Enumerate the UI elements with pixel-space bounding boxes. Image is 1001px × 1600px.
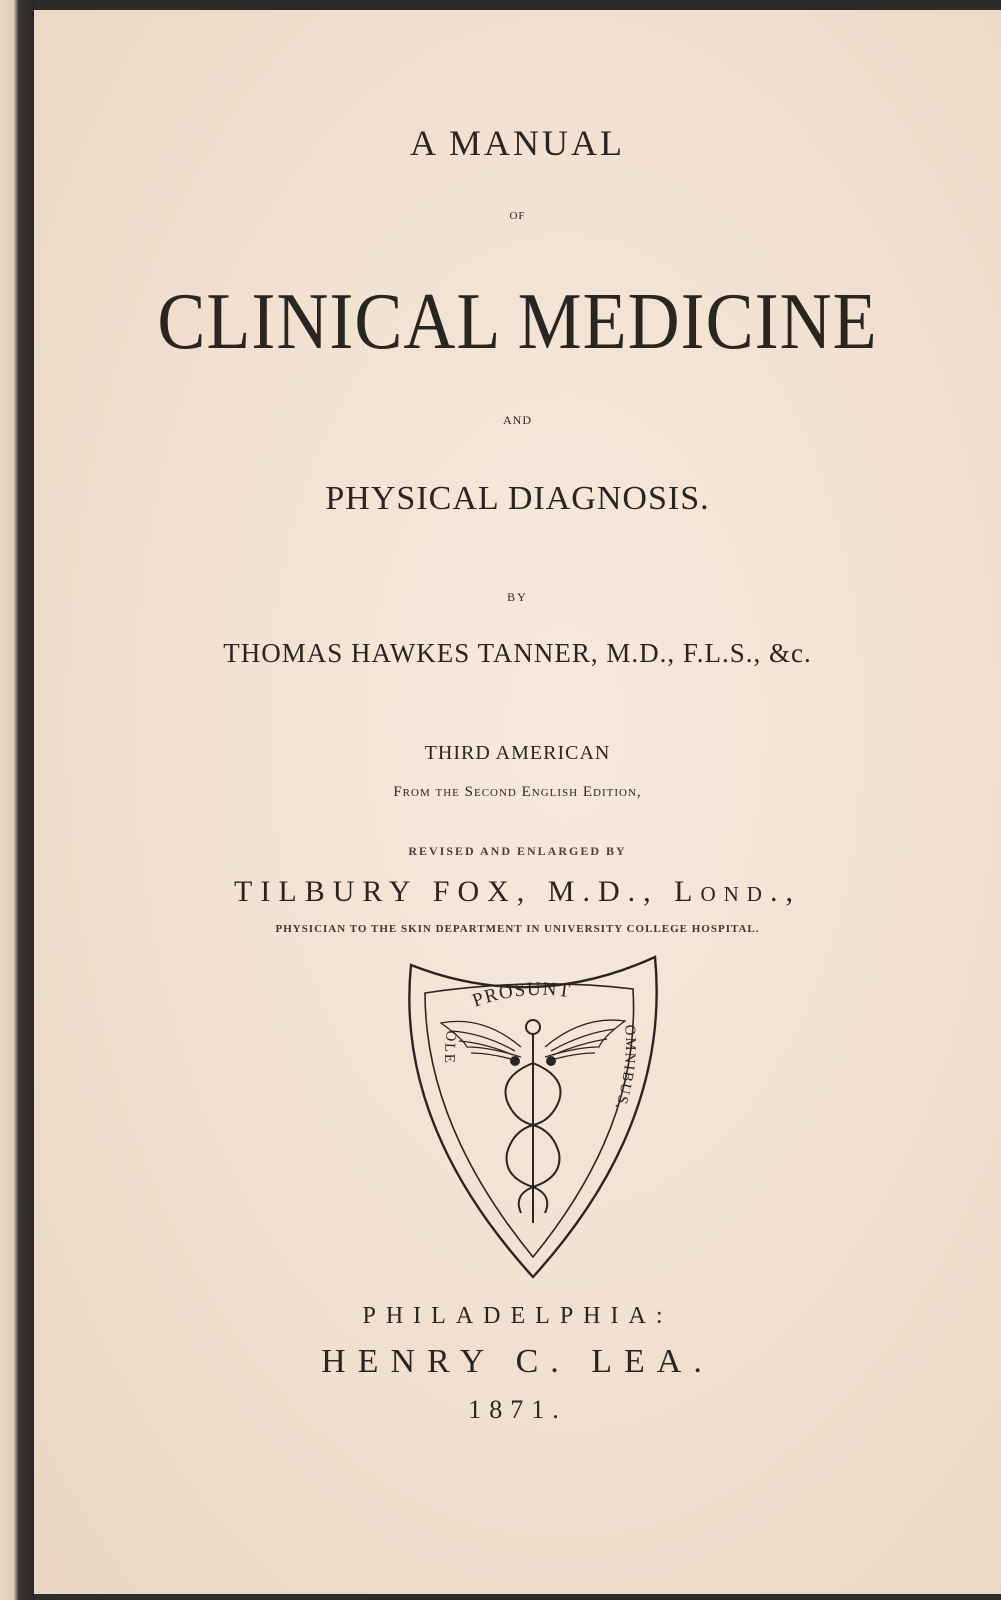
svg-text:OMNIBUS. [611,1024,638,1112]
edition-label: THIRD AMERICAN [424,742,611,764]
motto-right: OMNIBUS. [611,1024,638,1113]
revised-label: REVISED AND ENLARGED BY [408,844,627,858]
imprint-year: 1871. [468,1395,567,1424]
imprint-publisher: HENRY C. LEA. [321,1343,714,1380]
imprint-city: PHILADELPHIA: [362,1303,673,1329]
title-main: CLINICAL MEDICINE [157,276,878,366]
title-and: AND [503,413,532,427]
title-of: OF [509,210,526,222]
edition-source: From the Second English Edition, [393,784,642,800]
title-page [34,10,1001,1594]
author-name: THOMAS HAWKES TANNER, M.D., F.L.S., &c. [223,638,812,668]
editor-name-text: TILBURY FOX, M.D., [234,875,675,908]
editor-title: PHYSICIAN TO THE SKIN DEPARTMENT IN UNIVERSITY COLLEGE HOSPITAL. [275,923,760,935]
title-line-manual: A MANUAL [409,123,625,163]
title-physical-diagnosis: PHYSICAL DIAGNOSIS. [325,480,710,517]
by-label: BY [507,590,528,604]
book-spine-edge [0,0,34,1600]
motto-top: PROSUNT [469,978,573,1012]
editor-degree: Lond., [674,875,801,908]
editor-name [34,875,1001,909]
caduceus-shield-emblem [403,955,663,1280]
motto-left: OLE [441,1029,459,1066]
